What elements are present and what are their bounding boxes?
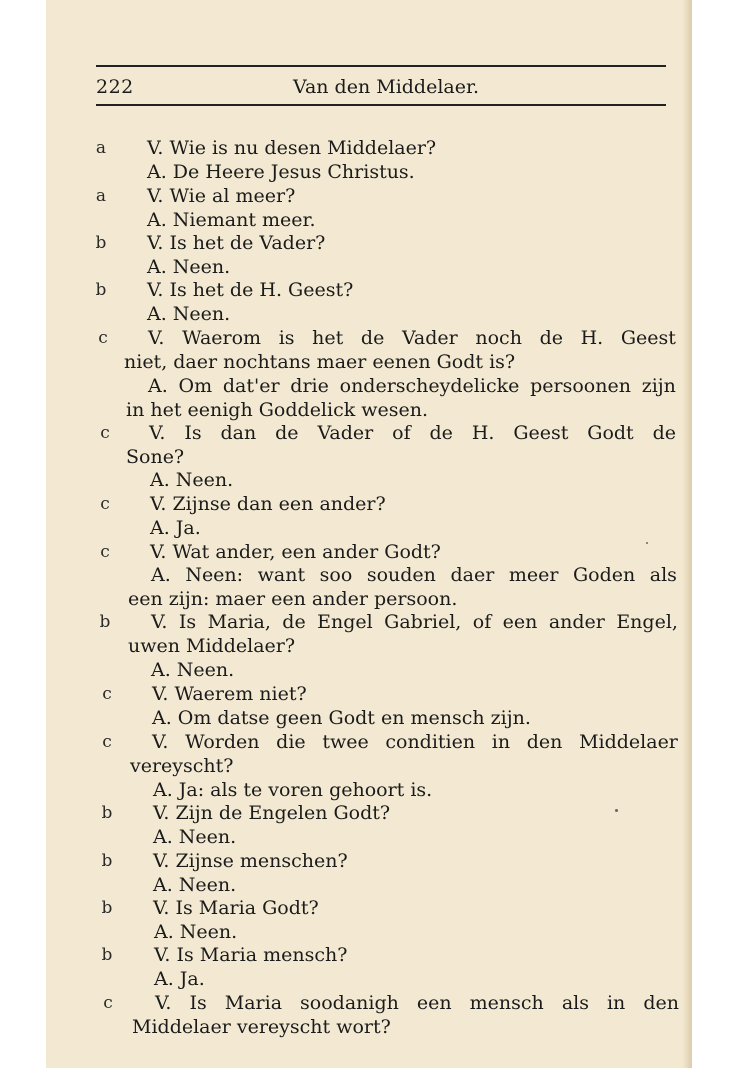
text-line — [46, 302, 692, 326]
line-text: V. Waerom is het de Vader noch de H. Geest — [148, 327, 676, 349]
line-text: V. Zijn de Engelen Godt? — [153, 802, 391, 824]
text-line — [46, 255, 692, 279]
text-line — [46, 967, 692, 991]
text-line — [46, 634, 692, 658]
text-line — [46, 326, 692, 350]
text-line — [46, 873, 692, 897]
text-line — [46, 231, 692, 255]
line-text: A. Neen. — [154, 921, 238, 943]
line-text: V. Is het de Vader? — [147, 232, 326, 254]
line-text: niet, daer nochtans maer eenen Godt is? — [124, 351, 516, 373]
margin-mark: b — [101, 945, 113, 965]
line-text: A. Neen. — [151, 659, 235, 681]
text-line — [46, 801, 692, 825]
line-text: uwen Middelaer? — [128, 635, 296, 657]
line-text: A. Neen. — [153, 826, 237, 848]
page-header — [96, 76, 666, 100]
line-text: A. Neen. — [150, 469, 234, 491]
text-line — [46, 825, 692, 849]
line-text: A. Neen. — [153, 874, 237, 896]
margin-mark: b — [101, 898, 113, 918]
line-text: A. Ja. — [150, 517, 201, 539]
line-text: A. Ja. — [154, 968, 205, 990]
line-text: V. Waerem niet? — [152, 683, 307, 705]
text-line — [46, 682, 692, 706]
text-line — [46, 587, 692, 611]
line-text: V. Wat ander, een ander Godt? — [150, 541, 441, 563]
line-text: V. Zijnse menschen? — [153, 850, 348, 872]
text-line — [46, 278, 692, 302]
margin-mark: c — [100, 494, 110, 514]
line-text: V. Is Maria mensch? — [154, 944, 348, 966]
text-line — [46, 563, 692, 587]
line-text: V. Is Maria, de Engel Gabriel, of een ander Engel, — [151, 611, 678, 633]
text-line — [46, 778, 692, 802]
line-text: A. Neen. — [147, 256, 231, 278]
text-line — [46, 920, 692, 944]
line-text: A. Ja: als te voren gehoort is. — [153, 779, 433, 801]
line-text: A. Om datse geen Godt en mensch zijn. — [152, 707, 531, 729]
line-text: vereyscht? — [130, 755, 234, 777]
text-line — [46, 136, 692, 160]
text-line — [46, 398, 692, 422]
margin-mark: b — [101, 803, 113, 823]
margin-mark: a — [95, 138, 107, 158]
margin-mark: c — [98, 328, 108, 348]
line-text: A. De Heere Jesus Christus. — [147, 161, 415, 183]
line-text: een zijn: maer een ander persoon. — [128, 588, 458, 610]
line-text: A. Neen. — [147, 303, 231, 325]
text-line — [46, 849, 692, 873]
text-line — [46, 350, 692, 374]
line-text: Sone? — [126, 446, 185, 468]
line-text: V. Wie is nu desen Middelaer? — [147, 137, 437, 159]
line-text: V. Is Maria Godt? — [153, 897, 319, 919]
print-speck — [615, 809, 618, 812]
text-line — [46, 706, 692, 730]
text-line — [46, 754, 692, 778]
text-line — [46, 421, 692, 445]
line-text: V. Is dan de Vader of de H. Geest Godt de — [149, 422, 676, 444]
margin-mark: c — [103, 993, 113, 1013]
text-line — [46, 208, 692, 232]
text-line — [46, 730, 692, 754]
margin-mark: c — [100, 542, 110, 562]
margin-mark: b — [95, 280, 107, 300]
text-line — [46, 610, 692, 634]
text-line — [46, 516, 692, 540]
text-line — [46, 184, 692, 208]
text-line — [46, 468, 692, 492]
margin-mark: a — [95, 186, 107, 206]
text-line — [46, 896, 692, 920]
line-text: V. Wie al meer? — [147, 185, 296, 207]
text-line — [46, 658, 692, 682]
text-line — [46, 374, 692, 398]
line-text: Middelaer vereyscht wort? — [132, 1016, 391, 1038]
text-line — [46, 991, 692, 1015]
line-text: A. Niemant meer. — [147, 209, 316, 231]
text-line — [46, 1015, 692, 1039]
line-text: V. Is het de H. Geest? — [147, 279, 354, 301]
margin-mark: b — [99, 612, 111, 632]
header-top-rule — [96, 65, 666, 67]
book-page — [46, 0, 692, 1068]
margin-mark: c — [102, 684, 112, 704]
line-text: V. Worden die twee conditien in den Middelaer — [152, 731, 678, 753]
page-number: 222 — [96, 76, 134, 98]
line-text: in het eenigh Goddelick wesen. — [126, 399, 429, 421]
running-head: Van den Middelaer. — [292, 76, 480, 98]
line-text: A. Neen: want soo souden daer meer Goden als — [151, 564, 677, 586]
line-text: V. Is Maria soodanigh een mensch als in den — [155, 992, 679, 1014]
text-line — [46, 445, 692, 469]
text-line — [46, 540, 692, 564]
margin-mark: b — [101, 851, 113, 871]
header-bottom-rule — [96, 104, 666, 106]
line-text: V. Zijnse dan een ander? — [150, 493, 386, 515]
text-line — [46, 492, 692, 516]
margin-mark: b — [95, 233, 107, 253]
print-speck — [646, 542, 648, 544]
line-text: A. Om dat'er drie onderscheydelicke persoonen zijn — [148, 375, 676, 397]
text-line — [46, 160, 692, 184]
margin-mark: c — [100, 423, 110, 443]
text-line — [46, 943, 692, 967]
margin-mark: c — [102, 732, 112, 752]
